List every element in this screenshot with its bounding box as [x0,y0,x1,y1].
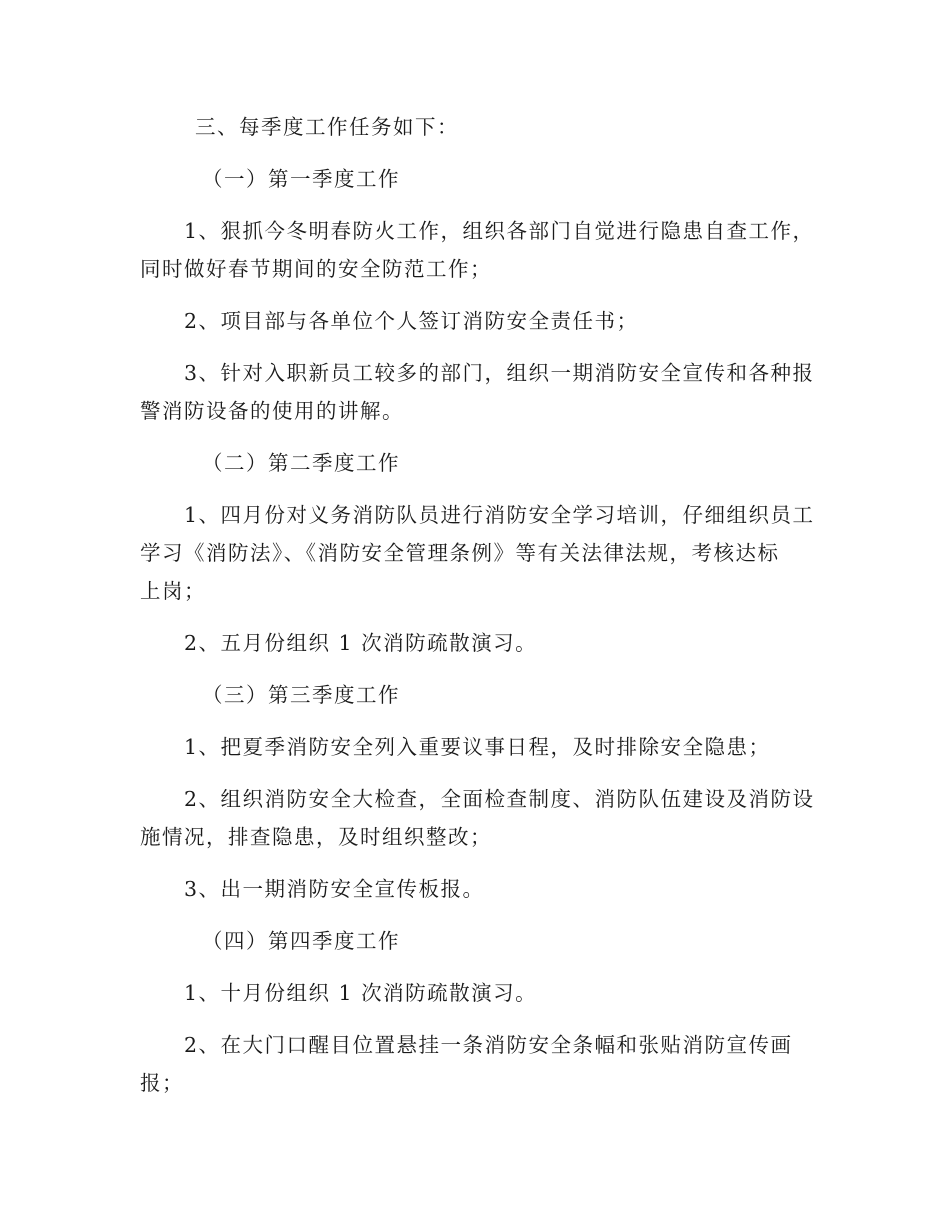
q1-item-2-line-1: 2、项目部与各单位个人签订消防安全责任书； [184,309,639,333]
q1-item-3-line-2: 警消防设备的使用的讲解。 [140,399,404,423]
section-title: 三、每季度工作任务如下： [195,115,459,139]
q1-item-3-line-1: 3、针对入职新员工较多的部门，组织一期消防安全宣传和各种报 [184,361,815,385]
quarter-1-heading: （一）第一季度工作 [202,167,400,191]
q1-item-1-line-1: 1、狠抓今冬明春防火工作，组织各部门自觉进行隐患自查工作， [184,219,815,243]
q3-item-1-line-1: 1、把夏季消防安全列入重要议事日程，及时排除安全隐患； [184,735,771,759]
quarter-4-heading: （四）第四季度工作 [202,929,400,953]
q3-item-3-line-1: 3、出一期消防安全宣传板报。 [184,877,485,901]
q3-item-2-line-2: 施情况，排查隐患，及时组织整改； [140,825,492,849]
q4-item-2-line-1: 2、在大门口醒目位置悬挂一条消防安全条幅和张贴消防宣传画 [184,1033,793,1057]
q2-item-2-line-1: 2、五月份组织 1 次消防疏散演习。 [184,631,538,655]
q2-item-1-line-2: 学习《消防法》、《消防安全管理条例》等有关法律法规，考核达标 [140,541,780,565]
q3-item-2-line-1: 2、组织消防安全大检查，全面检查制度、消防队伍建设及消防设 [184,787,815,811]
q1-item-1-line-2: 同时做好春节期间的安全防范工作； [140,257,492,281]
q2-item-1-line-1: 1、四月份对义务消防队员进行消防安全学习培训，仔细组织员工 [184,503,815,527]
quarter-3-heading: （三）第三季度工作 [202,683,400,707]
quarter-2-heading: （二）第二季度工作 [202,451,400,475]
q4-item-2-line-2: 报； [140,1071,184,1095]
q2-item-1-line-3: 上岗； [140,579,206,603]
q4-item-1-line-1: 1、十月份组织 1 次消防疏散演习。 [184,981,538,1005]
